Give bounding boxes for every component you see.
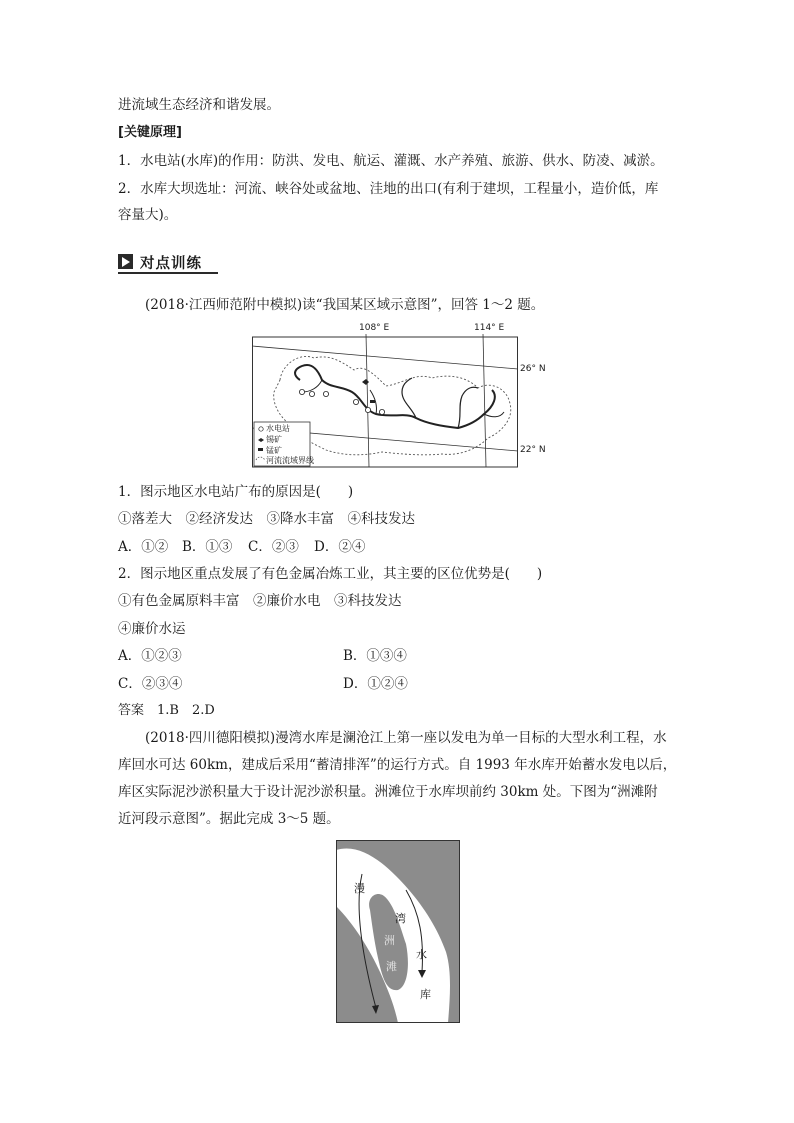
q1-option-b: B．①③ (182, 539, 233, 555)
manganese-mine-icon (370, 400, 375, 403)
legend-basin-boundary: 河流流域界线 (266, 456, 314, 465)
play-triangle-icon (118, 254, 133, 269)
source-2-line2: 库回水可达 60km，建成后采用“蓄清排浑”的运行方式。自 1993 年水库开始蓄水发电以后， (118, 757, 677, 773)
q2-option-b: B．①③④ (343, 648, 407, 664)
principle-item-2-line2: 容量大)。 (118, 207, 178, 223)
source-2-line3: 库区实际泥沙淤积量大于设计泥沙淤积量。洲滩位于水库坝前约 30km 处。下图为“洲滩附 (118, 784, 658, 800)
q2-option-a: A．①②③ (118, 648, 182, 664)
tin-mine-icon (362, 379, 369, 385)
q2-choices-line1: ①有色金属原料丰富 ②廉价水电 ③科技发达 (118, 593, 402, 609)
principle-item-1: 1．水电站(水库)的作用：防洪、发电、航运、灌溉、水产养殖、旅游、供水、防凌、减淤。 (118, 153, 664, 169)
lon-label-114: 114° E (474, 323, 505, 333)
q1-option-d: D．②④ (314, 539, 366, 555)
lat-label-26: 26° N (520, 364, 546, 374)
label-wan: 湾 (395, 912, 406, 925)
q1-stem: 1．图示地区水电站广布的原因是( ) (118, 484, 354, 500)
label-tan: 滩 (386, 960, 397, 973)
legend-hydropower: 水电站 (266, 424, 290, 433)
key-principle-heading: [关键原理] (118, 125, 182, 140)
shoal-river-map (336, 840, 460, 1023)
region-map (252, 323, 552, 474)
legend-tin: 锡矿 (266, 435, 282, 444)
label-ku: 库 (420, 988, 431, 1001)
q1-option-a: A．①② (118, 539, 169, 555)
q2-option-d: D．①②④ (343, 676, 408, 692)
q1-choices: ①落差大 ②经济发达 ③降水丰富 ④科技发达 (118, 511, 415, 527)
principle-item-2-line1: 2．水库大坝选址：河流、峡谷处或盆地、洼地的出口(有利于建坝，工程量小，造价低，库 (118, 181, 659, 197)
answer: 答案 1.B 2.D (118, 703, 215, 718)
source-2-line1: (2018·四川德阳模拟)漫湾水库是澜沧江上第一座以发电为单一目标的大型水利工程，水 (145, 730, 667, 746)
section-underline (118, 272, 218, 274)
q2-stem: 2．图示地区重点发展了有色金属冶炼工业，其主要的区位优势是( ) (118, 566, 543, 582)
source-2-line4: 近河段示意图”。据此完成 3～5 题。 (118, 811, 340, 827)
q1-option-c: C．②③ (248, 539, 299, 555)
label-shui: 水 (416, 948, 427, 961)
source-1: (2018·江西师范附中模拟)读“我国某区域示意图”，回答 1～2 题。 (145, 297, 545, 313)
legend-manganese: 锰矿 (266, 446, 282, 455)
q2-choices-line2: ④廉价水运 (118, 621, 186, 637)
lon-label-108: 108° E (359, 323, 390, 333)
section-header (118, 252, 220, 272)
q2-option-c: C．②③④ (118, 676, 183, 692)
intro-tail: 进流域生态经济和谐发展。 (118, 97, 280, 113)
label-zhou: 洲 (384, 934, 395, 947)
label-man: 漫 (354, 882, 365, 895)
lat-label-22: 22° N (520, 445, 546, 455)
section-title: 对点训练 (140, 256, 202, 272)
